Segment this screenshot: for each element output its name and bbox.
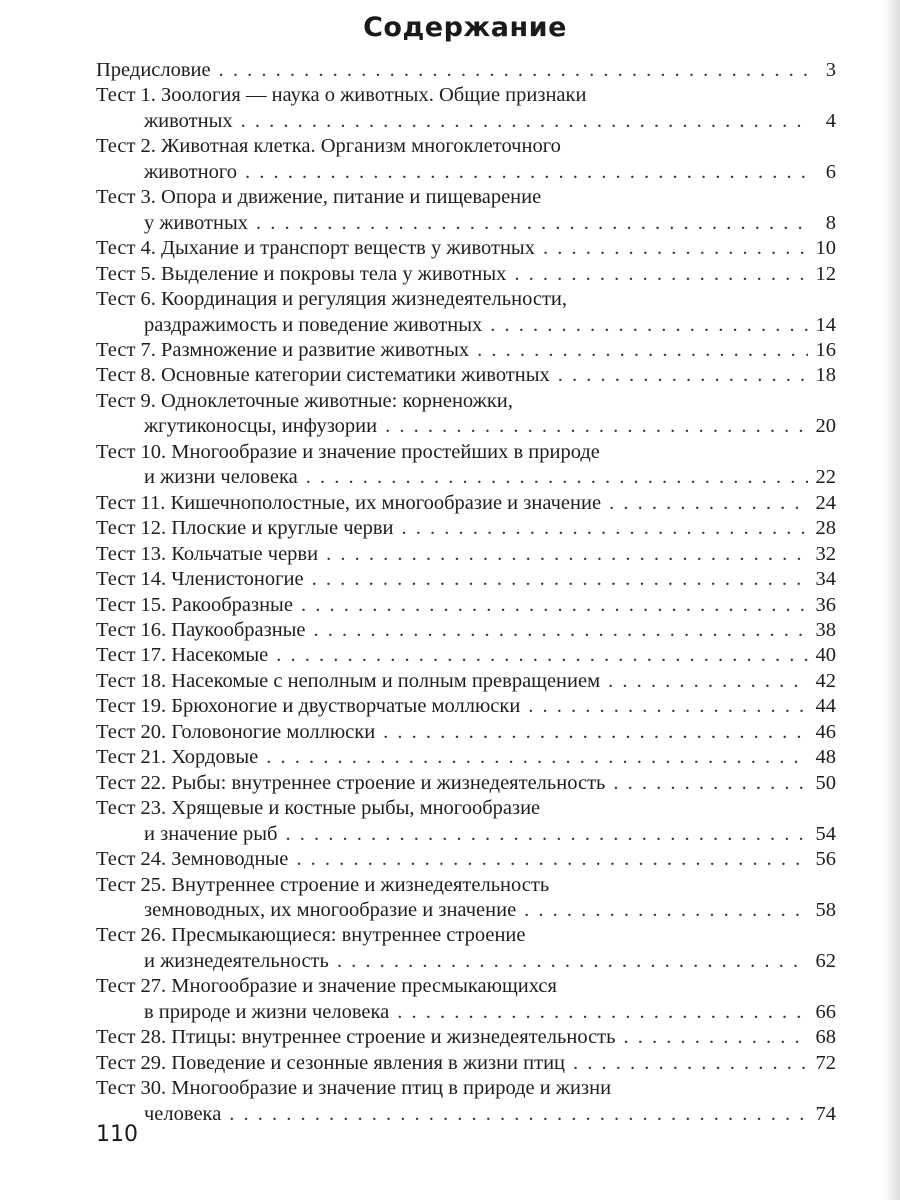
toc-entry-continuation — [96, 313, 836, 338]
toc-entry — [96, 338, 836, 363]
toc-entry-line — [96, 1076, 836, 1101]
toc-entry-continuation — [96, 949, 836, 974]
toc-entry-title: и жизни человека — [144, 466, 298, 489]
toc-entry-continuation — [96, 414, 836, 439]
dot-leader — [383, 720, 808, 745]
toc-entry-line — [96, 873, 836, 898]
toc-entry-line — [96, 363, 836, 388]
dot-leader — [490, 313, 808, 338]
dot-leader — [314, 618, 808, 643]
toc-entry-page: 24 — [815, 491, 836, 514]
page-number: 110 — [96, 1122, 138, 1147]
toc-entry-title: Тест 5. Выделение и покровы тела у животных — [96, 262, 507, 285]
toc-entry — [96, 516, 836, 541]
toc-entry-line — [96, 669, 836, 694]
toc-entry-title: животного — [144, 160, 237, 183]
toc-entry-title: Тест 12. Плоские и круглые черви — [96, 517, 394, 540]
toc-entry-title: раздражимость и поведение животных — [144, 313, 483, 336]
toc-entry-line — [96, 1025, 836, 1050]
toc-entry-title: Тест 28. Птицы: внутреннее строение и жизнедеятельность — [96, 1026, 616, 1049]
toc-entry — [96, 593, 836, 618]
toc-entry-page: 3 — [825, 59, 836, 81]
toc-entry — [96, 185, 836, 236]
toc-entry-line — [96, 389, 836, 414]
dot-leader — [337, 949, 808, 974]
toc-entry — [96, 567, 836, 592]
toc-entry-title: Тест 30. Многообразие и значение птиц в природе и жизни — [96, 1077, 612, 1100]
toc-entry-title: у животных — [144, 211, 248, 234]
dot-leader — [285, 822, 808, 847]
toc-entry-page: 28 — [815, 517, 836, 540]
toc-entry-title: Тест 26. Пресмыкающиеся: внутреннее строение — [96, 924, 526, 947]
dot-leader — [524, 898, 808, 923]
toc-entry — [96, 873, 836, 924]
toc-entry — [96, 491, 836, 516]
toc-entry — [96, 58, 836, 83]
toc-entry-continuation — [96, 822, 836, 847]
toc-entry-title: жгутиконосцы, инфузории — [144, 415, 378, 438]
dot-leader — [296, 847, 808, 872]
toc-entry-continuation — [96, 211, 836, 236]
toc-entry-title: Тест 20. Головоногие моллюски — [96, 720, 376, 743]
toc-entry — [96, 542, 836, 567]
dot-leader — [301, 593, 808, 618]
toc-entry-title: Тест 8. Основные категории систематики животных — [96, 364, 550, 387]
toc-entry — [96, 618, 836, 643]
toc-entry-title: Тест 14. Членистоногие — [96, 568, 304, 591]
dot-leader — [326, 542, 808, 567]
table-of-contents — [96, 58, 836, 1127]
toc-entry-line — [96, 745, 836, 770]
toc-entry — [96, 847, 836, 872]
toc-entry-title: Тест 25. Внутреннее строение и жизнедеятельность — [96, 873, 550, 896]
toc-entry — [96, 287, 836, 338]
toc-entry-title: и жизнедеятельность — [144, 949, 329, 972]
toc-entry-title: животных — [144, 109, 233, 132]
toc-entry-continuation — [96, 160, 836, 185]
toc-entry-page: 38 — [815, 618, 836, 641]
toc-entry-continuation — [96, 109, 836, 134]
toc-entry-title: Тест 9. Одноклеточные животные: корненожки, — [96, 389, 513, 412]
toc-entry-line — [96, 491, 836, 516]
toc-entry — [96, 720, 836, 745]
toc-entry — [96, 643, 836, 668]
toc-entry-line — [96, 771, 836, 796]
toc-entry — [96, 771, 836, 796]
toc-entry-title: Тест 6. Координация и регуляция жизнедеятельности, — [96, 288, 567, 311]
toc-entry-page: 32 — [815, 542, 836, 565]
dot-leader — [245, 160, 808, 185]
toc-entry-page: 56 — [815, 848, 836, 871]
toc-entry — [96, 1051, 836, 1076]
toc-entry-title: в природе и жизни человека — [144, 1000, 390, 1023]
toc-entry-line — [96, 262, 836, 287]
toc-entry — [96, 262, 836, 287]
toc-entry-page: 4 — [825, 109, 836, 132]
toc-entry-line — [96, 593, 836, 618]
dot-leader — [241, 109, 808, 134]
dot-leader — [402, 516, 808, 541]
toc-entry-title: Тест 4. Дыхание и транспорт веществ у животных — [96, 237, 535, 260]
toc-entry-line — [96, 1051, 836, 1076]
toc-entry-title: Тест 17. Насекомые — [96, 644, 269, 667]
toc-entry-line — [96, 58, 836, 83]
dot-leader — [477, 338, 808, 363]
dot-leader — [514, 262, 808, 287]
toc-entry-line — [96, 847, 836, 872]
toc-entry-title: Тест 10. Многообразие и значение простейших в природе — [96, 440, 600, 463]
toc-entry-page: 48 — [815, 746, 836, 769]
dot-leader — [229, 1102, 808, 1127]
toc-entry-title: Тест 7. Размножение и развитие животных — [96, 338, 470, 361]
toc-entry-title: Тест 29. Поведение и сезонные явления в жизни птиц — [96, 1051, 566, 1074]
toc-entry — [96, 745, 836, 770]
toc-entry — [96, 134, 836, 185]
toc-entry — [96, 974, 836, 1025]
dot-leader — [528, 694, 808, 719]
toc-entry — [96, 236, 836, 261]
toc-entry-page: 58 — [815, 898, 836, 921]
dot-leader — [624, 1025, 809, 1050]
toc-entry — [96, 1025, 836, 1050]
toc-entry-title: Тест 27. Многообразие и значение пресмыкающихся — [96, 975, 557, 998]
toc-entry-title: Тест 21. Хордовые — [96, 746, 259, 769]
toc-entry-title: Предисловие — [96, 59, 211, 81]
toc-entry-line — [96, 720, 836, 745]
toc-entry-page: 10 — [815, 237, 836, 260]
toc-entry-line — [96, 694, 836, 719]
toc-entry-line — [96, 236, 836, 261]
toc-entry-continuation — [96, 465, 836, 490]
toc-entry-title: Тест 15. Ракообразные — [96, 593, 293, 616]
toc-entry-page: 46 — [815, 720, 836, 743]
dot-leader — [613, 771, 808, 796]
dot-leader — [609, 491, 808, 516]
toc-entry-line — [96, 796, 836, 821]
toc-entry-title: и значение рыб — [144, 822, 278, 845]
dot-leader — [256, 211, 808, 236]
toc-entry-title: Тест 11. Кишечнополостные, их многообразие и значение — [96, 491, 602, 514]
toc-entry-continuation — [96, 1000, 836, 1025]
toc-entry-page: 36 — [815, 593, 836, 616]
toc-entry-page: 18 — [815, 364, 836, 387]
toc-entry-line — [96, 618, 836, 643]
toc-entry-line — [96, 516, 836, 541]
toc-entry-title: Тест 23. Хрящевые и костные рыбы, многообразие — [96, 797, 541, 820]
toc-entry-line — [96, 440, 836, 465]
toc-entry-continuation — [96, 898, 836, 923]
toc-entry — [96, 923, 836, 974]
toc-entry — [96, 389, 836, 440]
toc-entry-page: 16 — [815, 338, 836, 361]
toc-entry — [96, 796, 836, 847]
dot-leader — [543, 236, 808, 261]
toc-entry-page: 6 — [825, 160, 836, 183]
toc-entry-continuation — [96, 1102, 836, 1127]
dot-leader — [385, 414, 808, 439]
toc-entry-title: Тест 13. Кольчатые черви — [96, 542, 319, 565]
dot-leader — [312, 567, 808, 592]
toc-entry-title: Тест 3. Опора и движение, питание и пищеварение — [96, 186, 542, 209]
toc-entry-page: 8 — [825, 211, 836, 234]
toc-entry — [96, 1076, 836, 1127]
toc-entry-line — [96, 287, 836, 312]
toc-entry-title: Тест 2. Животная клетка. Организм многоклеточного — [96, 135, 561, 158]
toc-entry-line — [96, 923, 836, 948]
dot-leader — [306, 465, 808, 490]
dot-leader — [573, 1051, 808, 1076]
toc-entry-page: 54 — [815, 822, 836, 845]
toc-entry-page: 34 — [815, 568, 836, 591]
toc-entry-page: 68 — [815, 1026, 836, 1049]
page-title: Содержание — [363, 12, 567, 43]
toc-entry-title: Тест 22. Рыбы: внутреннее строение и жизнедеятельность — [96, 771, 606, 794]
toc-entry-line — [96, 185, 836, 210]
toc-entry-page: 20 — [815, 415, 836, 438]
toc-entry-page: 40 — [815, 644, 836, 667]
toc-entry-title: земноводных, их многообразие и значение — [144, 898, 517, 921]
toc-entry-line — [96, 542, 836, 567]
toc-entry-title: Тест 18. Насекомые с неполным и полным превращением — [96, 669, 601, 692]
toc-entry-page: 12 — [815, 262, 836, 285]
toc-entry-line — [96, 974, 836, 999]
dot-leader — [276, 643, 808, 668]
toc-entry-page: 14 — [815, 313, 836, 336]
toc-entry-line — [96, 134, 836, 159]
dot-leader — [219, 58, 808, 83]
toc-entry-line — [96, 338, 836, 363]
dot-leader — [558, 363, 808, 388]
dot-leader — [397, 1000, 808, 1025]
toc-entry — [96, 83, 836, 134]
toc-entry-title: Тест 19. Брюхоногие и двустворчатые моллюски — [96, 695, 521, 718]
toc-entry-line — [96, 643, 836, 668]
toc-entry — [96, 669, 836, 694]
dot-leader — [608, 669, 808, 694]
toc-entry-line — [96, 567, 836, 592]
dot-leader — [266, 745, 808, 770]
toc-entry-page: 74 — [815, 1102, 836, 1125]
toc-entry-page: 62 — [815, 949, 836, 972]
toc-entry-page: 72 — [815, 1051, 836, 1074]
toc-entry-line — [96, 83, 836, 108]
page-edge-shadow — [882, 0, 900, 1200]
toc-entry-page: 50 — [815, 771, 836, 794]
toc-entry-title: Тест 24. Земноводные — [96, 848, 289, 871]
toc-entry-page: 44 — [815, 695, 836, 718]
toc-entry — [96, 440, 836, 491]
toc-entry — [96, 363, 836, 388]
toc-entry — [96, 694, 836, 719]
toc-entry-title: Тест 1. Зоология — наука о животных. Общие признаки — [96, 84, 587, 107]
toc-entry-title: человека — [144, 1102, 222, 1125]
toc-entry-title: Тест 16. Паукообразные — [96, 618, 306, 641]
toc-entry-page: 42 — [815, 669, 836, 692]
toc-entry-page: 22 — [815, 466, 836, 489]
toc-entry-page: 66 — [815, 1000, 836, 1023]
